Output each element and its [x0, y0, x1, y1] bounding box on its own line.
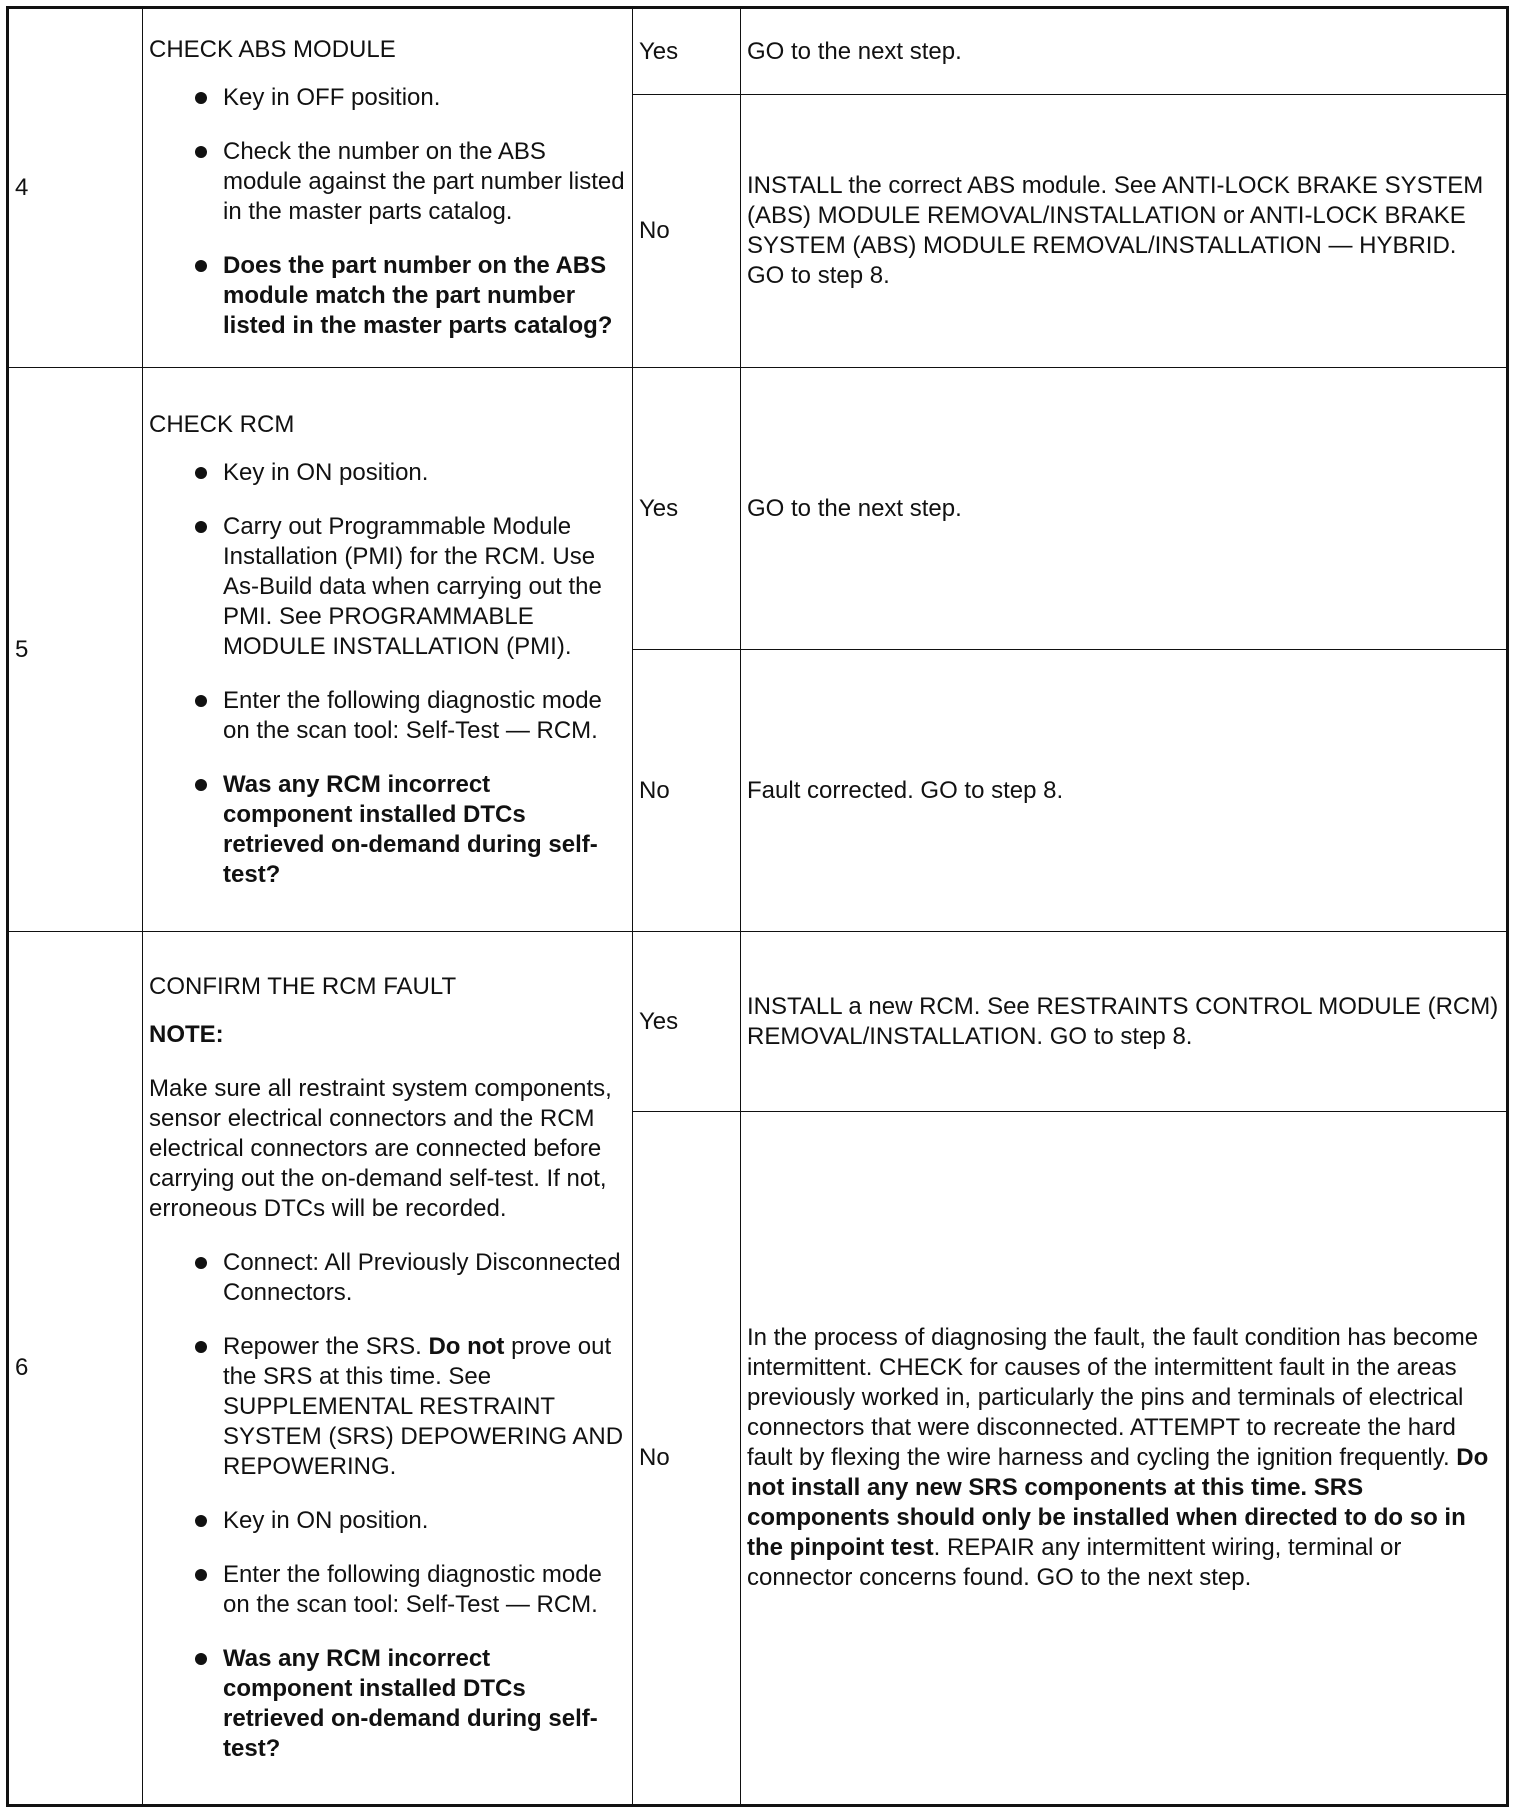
answer-yes: Yes: [633, 932, 741, 1112]
step-question: Was any RCM incorrect component installed DTCs retrieved on-demand during self-test?: [149, 770, 626, 890]
action-list: [149, 458, 626, 890]
step-action-cell: [143, 932, 633, 1806]
result-yes: GO to the next step.: [741, 8, 1508, 95]
answer-yes: Yes: [633, 368, 741, 650]
step-6-yes-row: [8, 932, 1508, 1112]
action-item: Key in ON position.: [149, 458, 626, 488]
action-item: Connect: All Previously Disconnected Connectors.: [149, 1248, 626, 1308]
answer-no: No: [633, 1112, 741, 1806]
action-item: Carry out Programmable Module Installation (PMI) for the RCM. Use As-Build data when carrying out the PMI. See PROGRAMMABLE MODULE INSTALLATION (PMI).: [149, 512, 626, 662]
result-text-cont: . REPAIR any intermittent wiring, terminal or connector concerns found. GO to the next step.: [747, 1534, 1402, 1591]
note-text: Make sure all restraint system components, sensor electrical connectors and the RCM electrical connectors are connected before carrying out the on-demand self-test. If not, erroneous DTCs will be recorded.: [149, 1075, 612, 1222]
step-action-cell: [143, 8, 633, 368]
result-yes: GO to the next step.: [741, 368, 1508, 650]
note-label: NOTE:: [149, 1021, 224, 1048]
step-number: 4: [8, 8, 143, 368]
result-text: In the process of diagnosing the fault, the fault condition has become intermittent. CHECK for causes of the intermittent fault in the areas previously worked in, particularly the pins and terminals of electrical connectors that were disconnected. ATTEMPT to recreate the hard fault by flexing the wire harness and cycling the ignition frequently.: [747, 1324, 1479, 1471]
answer-yes: Yes: [633, 8, 741, 95]
repower-text-cont: prove out the SRS at this time. See SUPPLEMENTAL RESTRAINT SYSTEM (SRS) DEPOWERING AND REPOWERING.: [223, 1333, 624, 1480]
action-item: Key in ON position.: [149, 1506, 626, 1536]
answer-no: No: [633, 650, 741, 932]
step-number: 6: [8, 932, 143, 1806]
step-title: CHECK ABS MODULE: [149, 36, 396, 63]
result-yes: INSTALL a new RCM. See RESTRAINTS CONTROL MODULE (RCM) REMOVAL/INSTALLATION. GO to step 8.: [741, 932, 1508, 1112]
action-item-repower: [149, 1332, 626, 1482]
action-list: [149, 83, 626, 341]
step-question: Was any RCM incorrect component installed DTCs retrieved on-demand during self-test?: [149, 1644, 626, 1764]
step-title: CHECK RCM: [149, 410, 295, 438]
step-title: CONFIRM THE RCM FAULT: [149, 973, 457, 1000]
answer-no: No: [633, 95, 741, 368]
repower-text: Repower the SRS.: [223, 1333, 429, 1360]
step-question: Does the part number on the ABS module match the part number listed in the master parts catalog?: [149, 251, 626, 341]
action-item: Key in OFF position.: [149, 83, 626, 113]
result-no: INSTALL the correct ABS module. See ANTI-LOCK BRAKE SYSTEM (ABS) MODULE REMOVAL/INSTALLATION or ANTI-LOCK BRAKE SYSTEM (ABS) MODULE REMOVAL/INSTALLATION — HYBRID. GO to step 8.: [741, 95, 1508, 368]
action-item: Enter the following diagnostic mode on the scan tool: Self-Test — RCM.: [149, 686, 626, 746]
result-no: [741, 1112, 1508, 1806]
step-4-yes-row: [8, 8, 1508, 95]
step-number: 5: [8, 368, 143, 932]
do-not-emphasis: Do not: [428, 1333, 505, 1360]
result-no: Fault corrected. GO to step 8.: [741, 650, 1508, 932]
result-warning: Do not install any new SRS components at this time. SRS components should only be installed when directed to do so in the pinpoint test: [747, 1444, 1489, 1561]
step-action-cell: [143, 368, 633, 932]
action-item: Check the number on the ABS module against the part number listed in the master parts catalog.: [149, 137, 626, 227]
action-item: Enter the following diagnostic mode on the scan tool: Self-Test — RCM.: [149, 1560, 626, 1620]
action-list: [149, 1248, 626, 1764]
pinpoint-test-table: [6, 6, 1509, 1807]
step-5-yes-row: [8, 368, 1508, 650]
